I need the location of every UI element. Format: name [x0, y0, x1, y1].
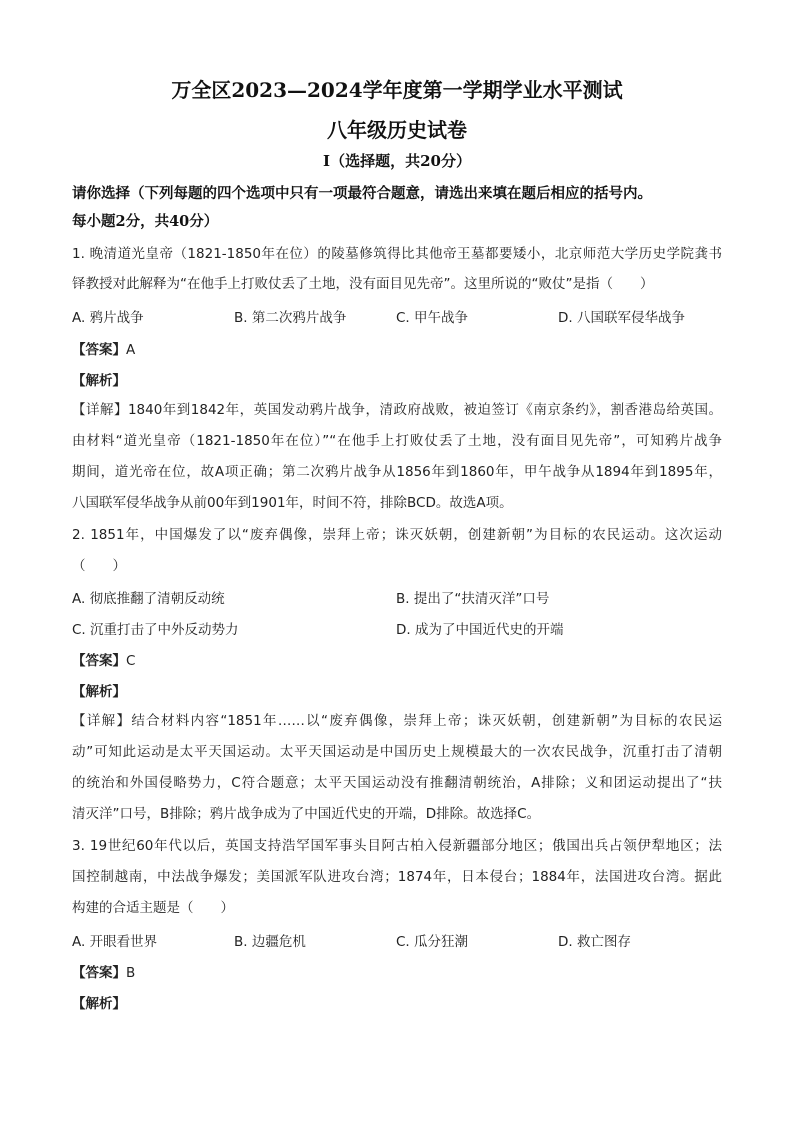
q1-option-a: A. 鸦片战争: [72, 310, 144, 326]
q2-option-d: D. 成为了中国近代史的开端: [396, 622, 564, 638]
exam-subtitle: 八年级历史试卷: [327, 118, 467, 142]
q2-analysis-label: 【解析】: [72, 684, 126, 700]
q1-detail-line-3: 期间，道光帝在位，故A项正确；第二次鸦片战争从1856年到1860年，甲午战争从1894年到1895年，: [72, 464, 722, 480]
exam-title: 万全区2023—2024学年度第一学期学业水平测试: [171, 78, 623, 102]
q1-stem-line-1: 1. 晚清道光皇帝（1821-1850年在位）的陵墓修筑得比其他帝王墓都要矮小，北京师范大学历史学院龚书: [72, 246, 722, 262]
q3-stem-line-1: 3. 19世纪60年代以后，英国支持浩罕国军事头目阿古柏入侵新疆部分地区；俄国出兵占领伊犁地区；法: [72, 838, 722, 854]
q2-option-a: A. 彻底推翻了清朝反动统: [72, 591, 225, 607]
q2-stem-line-1: 2. 1851年，中国爆发了以“废弃偶像，崇拜上帝；诛灭妖朝，创建新朝”为目标的农民运动。这次运动: [72, 527, 722, 543]
q2-detail-line-4: 清灭洋”口号，B排除；鸦片战争成为了中国近代史的开端，D排除。故选择C。: [72, 806, 541, 822]
q2-detail-line-3: 的统治和外国侵略势力，C符合题意；太平天国运动没有推翻清朝统治，A排除；义和团运动提出了“扶: [72, 775, 722, 791]
q3-stem-line-3: 构建的合适主题是（ ）: [72, 900, 234, 916]
q2-detail-line-1: 【详解】结合材料内容“1851年……以“废弃偶像，崇拜上帝；诛灭妖朝，创建新朝”为目标的农民运: [72, 713, 722, 729]
q1-option-b: B. 第二次鸦片战争: [234, 310, 347, 326]
instructions-line-2: 每小题2分，共40分）: [72, 213, 219, 230]
q1-stem-line-2: 铎教授对此解释为“在他手上打败仗丢了土地，没有面目见先帝”。这里所说的“败仗”是指（ ）: [72, 276, 654, 292]
q1-answer: 【答案】A: [72, 342, 136, 358]
q3-answer: 【答案】B: [72, 965, 136, 981]
q1-option-d: D. 八国联军侵华战争: [558, 310, 685, 326]
q3-option-b: B. 边疆危机: [234, 934, 306, 950]
q3-option-a: A. 开眼看世界: [72, 934, 158, 950]
instructions-line-1: 请你选择（下列每题的四个选项中只有一项最符合题意，请选出来填在题后相应的括号内。: [72, 185, 652, 202]
q3-analysis-label: 【解析】: [72, 996, 126, 1012]
q2-stem-line-2: （ ）: [72, 558, 126, 574]
q2-detail-line-2: 动”可知此运动是太平天国运动。太平天国运动是中国历史上规模最大的一次农民战争，沉重打击了清朝: [72, 744, 722, 760]
q1-option-c: C. 甲午战争: [396, 310, 469, 326]
section-heading: Ⅰ（选择题，共20分）: [323, 152, 471, 170]
q3-option-c: C. 瓜分狂潮: [396, 934, 469, 950]
q2-answer: 【答案】C: [72, 653, 136, 669]
q2-option-b: B. 提出了“扶清灭洋”口号: [396, 591, 550, 607]
q3-stem-line-2: 国控制越南，中法战争爆发；美国派军队进攻台湾；1874年，日本侵台；1884年，法国进攻台湾。据此: [72, 869, 722, 885]
q2-option-c: C. 沉重打击了中外反动势力: [72, 622, 239, 638]
q1-detail-line-2: 由材料“道光皇帝（1821-1850年在位）”“在他手上打败仗丢了土地，没有面目见先帝”，可知鸦片战争: [72, 433, 722, 449]
q1-detail-line-4: 八国联军侵华战争从前00年到1901年，时间不符，排除BCD。故选A项。: [72, 495, 513, 511]
q3-option-d: D. 救亡图存: [558, 934, 631, 950]
q1-analysis-label: 【解析】: [72, 373, 126, 389]
q1-detail-line-1: 【详解】1840年到1842年，英国发动鸦片战争，清政府战败，被迫签订《南京条约》，割香港岛给英国。: [72, 402, 722, 418]
